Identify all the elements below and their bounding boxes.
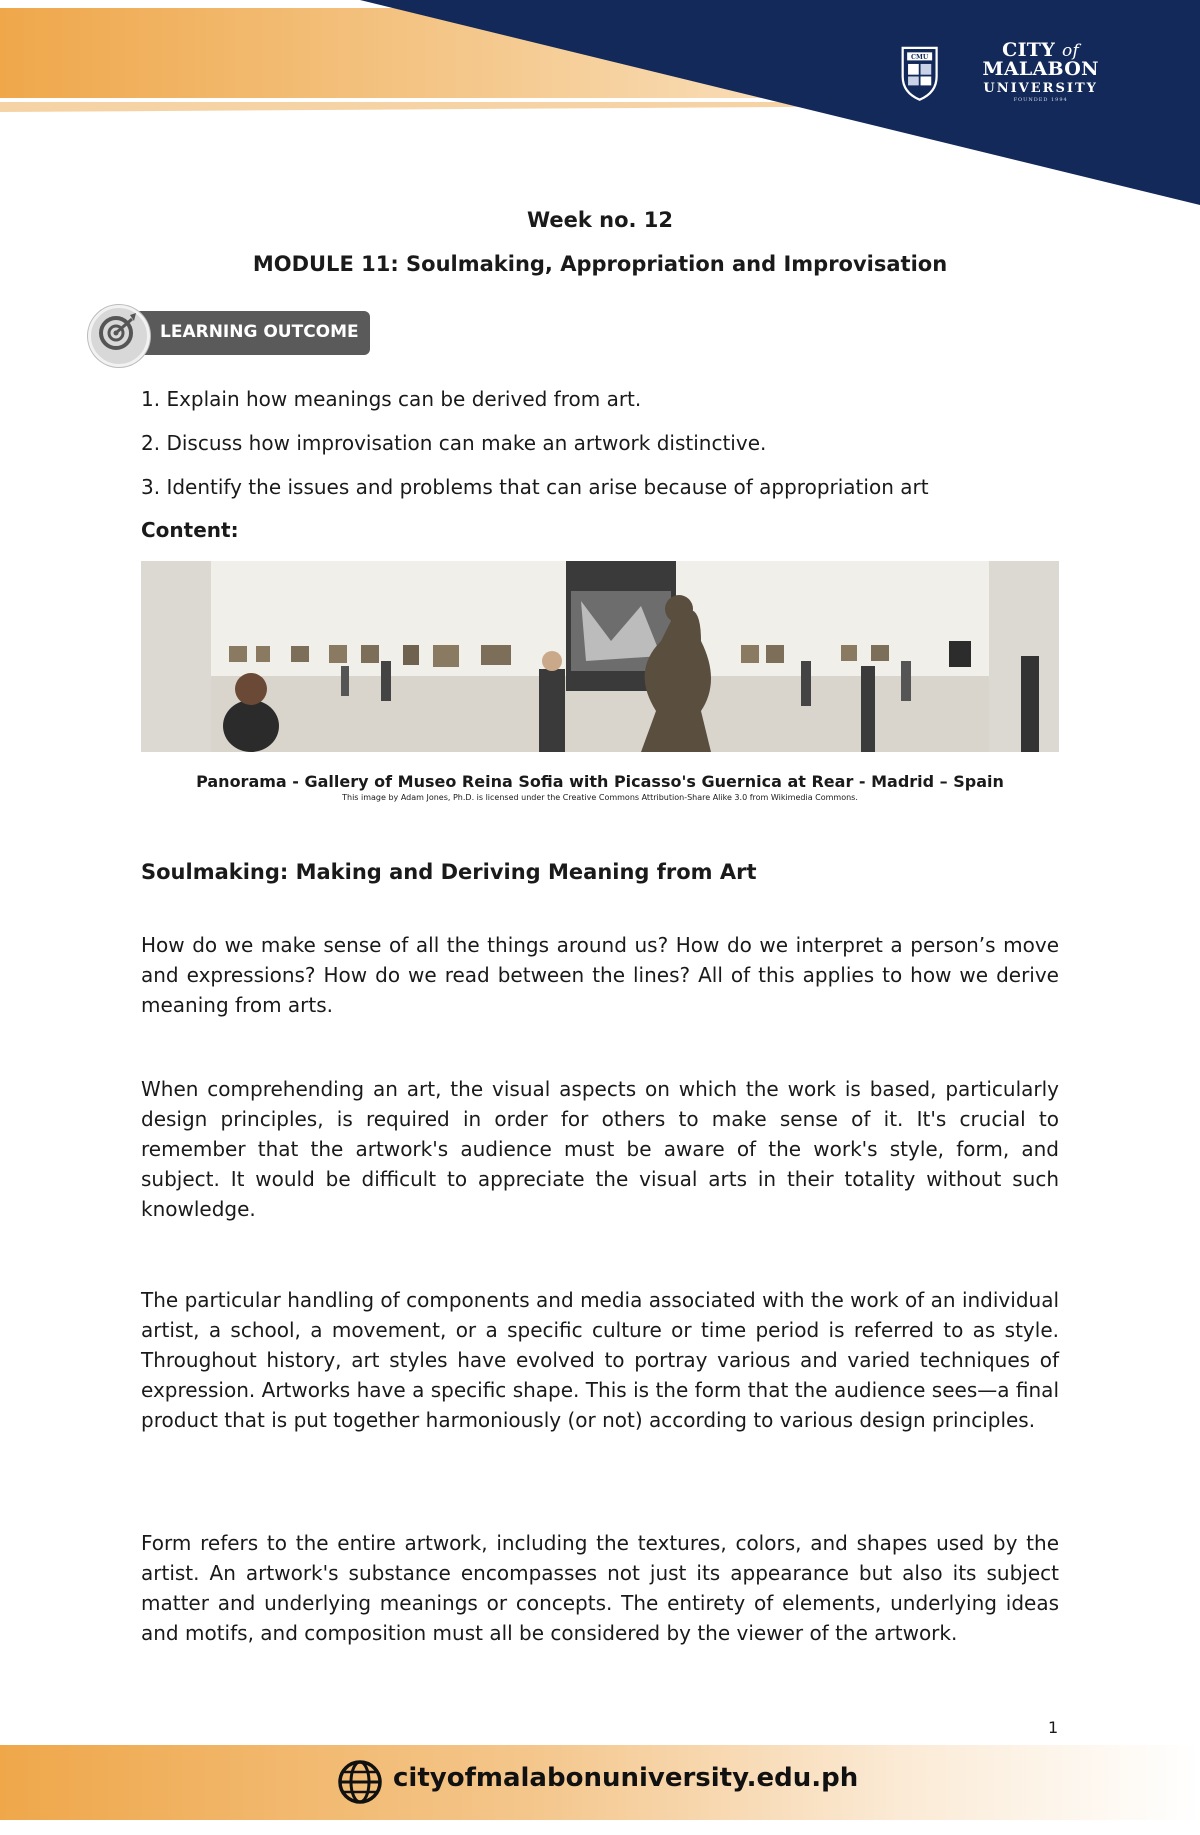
image-caption: Panorama - Gallery of Museo Reina Sofia with Picasso's Guernica at Rear - Madrid – Spain [196, 772, 1004, 791]
shield-icon [900, 39, 939, 105]
week-number: Week no. 12 [526, 208, 674, 232]
globe-icon [336, 1758, 384, 1806]
logo-malabon: MALABON [982, 58, 1099, 80]
logo-university: UNIVERSITY [983, 81, 1098, 96]
module-title: MODULE 11: Soulmaking, Appropriation and Improvisation [252, 252, 948, 276]
logo-initials: CMU [910, 54, 929, 62]
logo-founded: FOUNDED 1994 [1013, 97, 1068, 103]
paragraph: The particular handling of components and media associated with the work of an individual artist, a school, a movement, or a specific culture or time period is referred to as style. Throughout history, art styles have evolved to portray various and varied techniques of expression. Artworks have a specific shape. This is the form that the audience sees—a final product that is put together harmoniously (or not) according to various design principles. [141, 1288, 1059, 1432]
paragraph: When comprehending an art, the visual aspects on which the work is based, particularly design principles, is required in order for others to make sense of it. It's crucial to remember that the artwork's audience must be aware of the work's style, form, and subject. It would be difficult to appreciate the visual arts in their totality without such knowledge. [141, 1077, 1059, 1221]
outcome-item: 3. Identify the issues and problems that can arise because of appropriation art [141, 475, 929, 499]
section-title: Soulmaking: Making and Deriving Meaning from Art [141, 860, 757, 884]
outcome-item: 2. Discuss how improvisation can make an artwork distinctive. [141, 431, 767, 455]
website-link[interactable]: cityofmalabonuniversity.edu.ph [393, 1763, 859, 1793]
outcome-item: 1. Explain how meanings can be derived from art. [141, 387, 642, 411]
logo-city: CITY [1002, 39, 1056, 61]
learning-outcome-badge [88, 305, 370, 367]
target-icon-circle [88, 305, 150, 367]
image-credit: This image by Adam Jones, Ph.D. is licensed under the Creative Commons Attribution-Share Alike 3.0 from Wikimedia Commons. [342, 793, 858, 802]
content-label: Content: [141, 518, 239, 542]
page-number: 1 [1048, 1718, 1059, 1737]
logo-of: of [1061, 41, 1080, 61]
paragraph: How do we make sense of all the things around us? How do we interpret a person’s move and expressions? How do we read between the lines? All of this applies to how we derive meaning from arts. [141, 933, 1059, 1017]
learning-outcome-label: LEARNING OUTCOME [160, 322, 359, 342]
paragraph: Form refers to the entire artwork, including the textures, colors, and shapes used by the artist. An artwork's substance encompasses not just its appearance but also its subject matter and underlying meanings or concepts. The entirety of elements, underlying ideas and motifs, and composition must all be considered by the viewer of the artwork. [141, 1531, 1059, 1645]
university-logo [900, 36, 1130, 108]
target-icon [88, 305, 144, 361]
gallery-panorama-image [141, 561, 1059, 752]
